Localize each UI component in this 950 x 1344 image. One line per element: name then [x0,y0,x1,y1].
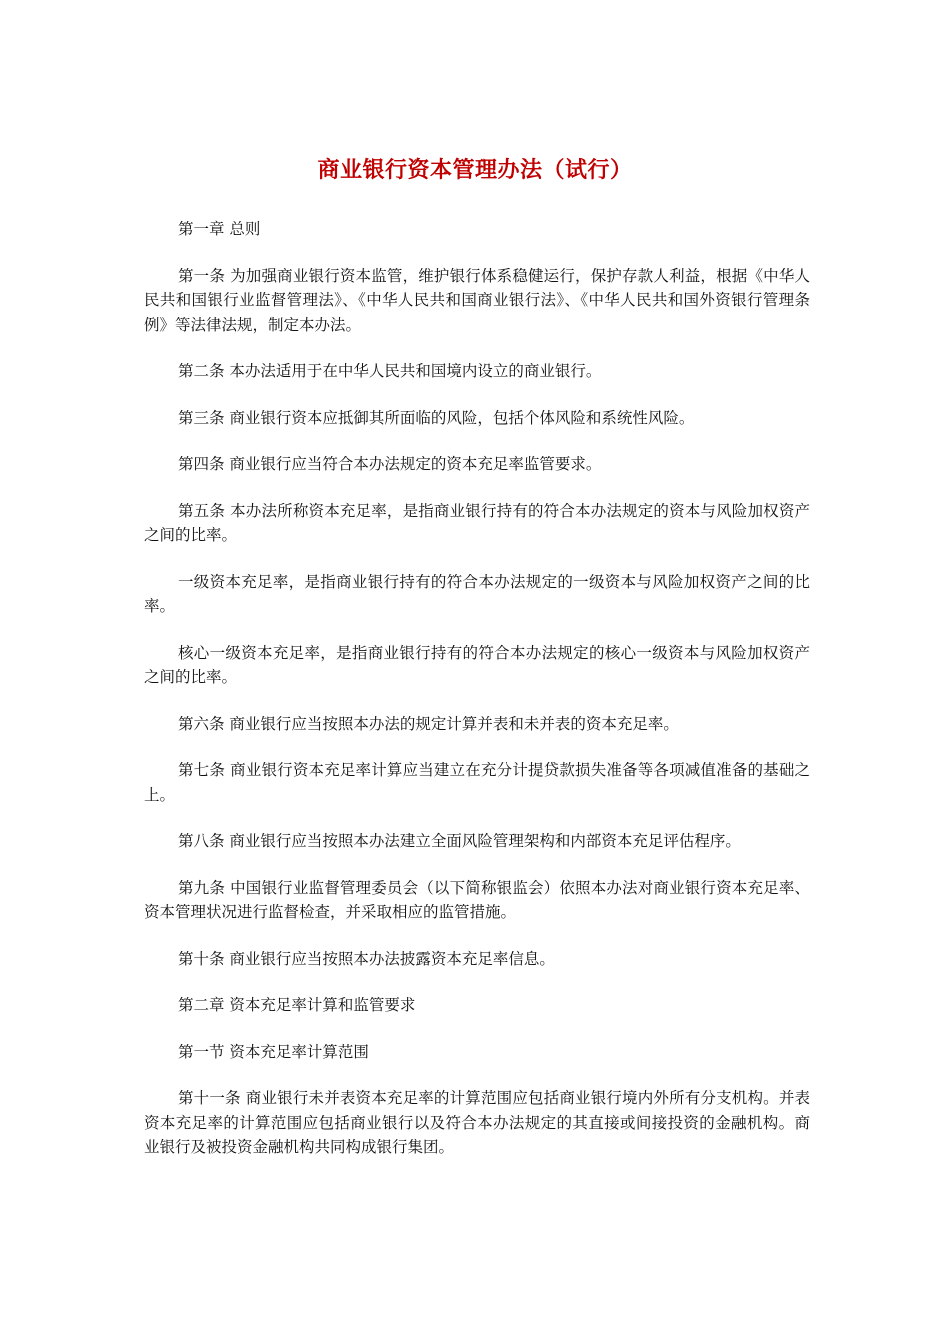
article-3: 第三条 商业银行资本应抵御其所面临的风险，包括个体风险和系统性风险。 [178,408,695,427]
article-5: 第五条 本办法所称资本充足率，是指商业银行持有的符合本办法规定的资本与风险加权资产之间的比率。 [144,501,810,544]
section-heading-1: 第一节 资本充足率计算范围 [178,1042,369,1061]
article-6: 第六条 商业银行应当按照本办法的规定计算并表和未并表的资本充足率。 [178,714,679,733]
document-body [144,217,810,1182]
document-title: 商业银行资本管理办法（试行） [317,157,633,183]
chapter-heading-1: 第一章 总则 [178,220,261,238]
article-2: 第二条 本办法适用于在中华人民共和国境内设立的商业银行。 [178,362,602,380]
article-11: 第十一条 商业银行未并表资本充足率的计算范围应包括商业银行境内外所有分支机构。并表资本充足率的计算范围应包括商业银行以及符合本办法规定的其直接或间接投资的金融机构。商业银行及被投资金融机构共同构成银行集团。 [144,1089,810,1156]
chapter-heading-2: 第二章 资本充足率计算和监管要求 [178,996,416,1014]
article-10: 第十条 商业银行应当按照本办法披露资本充足率信息。 [178,949,555,968]
article-7: 第七条 商业银行资本充足率计算应当建立在充分计提贷款损失准备等各项减值准备的基础之上。 [144,761,810,804]
article-5-core-tier1: 核心一级资本充足率，是指商业银行持有的符合本办法规定的核心一级资本与风险加权资产之间的比率。 [144,643,810,686]
article-9: 第九条 中国银行业监督管理委员会（以下简称银监会）依照本办法对商业银行资本充足率、资本管理状况进行监督检查，并采取相应的监管措施。 [144,878,810,921]
article-1: 第一条 为加强商业银行资本监管，维护银行体系稳健运行，保护存款人利益，根据《中华人民共和国银行业监督管理法》、《中华人民共和国商业银行法》、《中华人民共和国外资银行管理条例》等法律法规，制定本办法。 [144,266,810,334]
article-4: 第四条 商业银行应当符合本办法规定的资本充足率监管要求。 [178,455,602,473]
article-5-tier1: 一级资本充足率，是指商业银行持有的符合本办法规定的一级资本与风险加权资产之间的比率。 [144,572,810,615]
article-8: 第八条 商业银行应当按照本办法建立全面风险管理架构和内部资本充足评估程序。 [178,832,741,850]
